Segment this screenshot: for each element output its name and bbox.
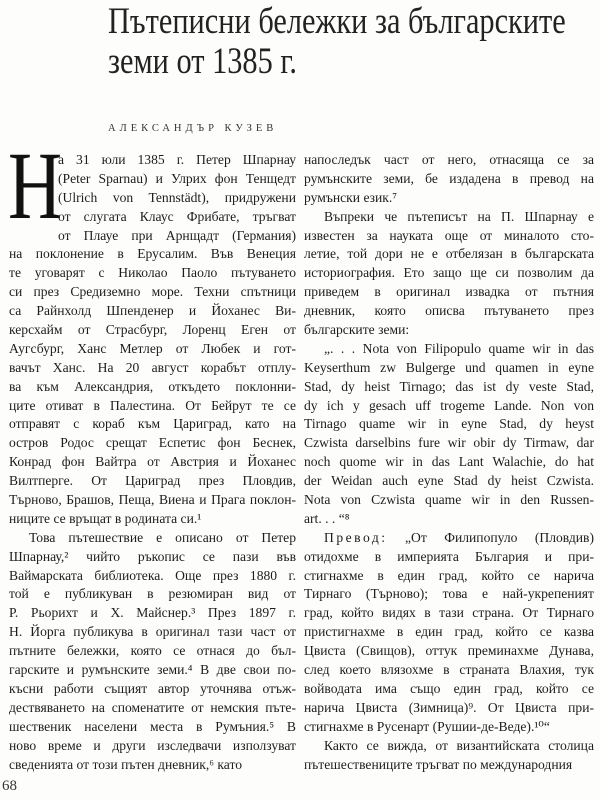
text-line: дествяването на споменатите от немския пъте- <box>9 699 296 715</box>
text-line: noch quome wir in das Lant Walachie, do hat <box>304 454 594 470</box>
text-line: град, който видях в тази страна. От Тирнаго <box>304 605 594 621</box>
text-line: дневник, която описва пътуването през <box>304 303 594 319</box>
text-line: Аугсбург, Ханс Метлер от Любек и гот- <box>9 340 296 356</box>
text-line: ците отиват в Палестина. От Бейрут те се <box>9 397 296 413</box>
text-line: Keyserthum zw Bulgerge und quamen in eyne <box>304 359 594 375</box>
text-line: Н. Йорга публикува в оригинал тази част от <box>9 624 296 640</box>
text-line: са Райнхолд Шпенденер и Йоханес Ви- <box>9 303 296 319</box>
text-line: Това пътешествие е описано от Петер <box>29 529 296 545</box>
title-line: земи от 1385 г. <box>108 41 297 82</box>
text-line: шественик населени места в Румъния.⁵ В <box>9 718 296 734</box>
text-line: на поклонение в Ерусалим. Във Венеция <box>9 246 296 262</box>
text-line: летие, той дори не е отбелязан в българската <box>304 246 594 262</box>
paragraph <box>9 529 296 775</box>
text-line: Тирнаго (Търново); това е най-укрепеният <box>304 586 594 602</box>
text-line: Въпреки че пътеписът на П. Шпарнау е <box>324 208 594 224</box>
text-line: приведем в оригинал извадка от пътния <box>304 284 594 300</box>
text-line: след което влязохме в страната Влахия, тук <box>304 662 594 678</box>
text-line: (Peter Sparnau) и Улрих фон Тенщедт <box>58 170 296 186</box>
text-line: стигнахме в един град, който се нарича <box>304 567 594 583</box>
text-line: гарските и румънските земи.⁴ В две свои по- <box>9 662 296 678</box>
text-line: румънските земи, бе издадена в превод на <box>304 170 594 186</box>
text-line: Превод: „От Филипопуло (Пловдив) <box>324 529 594 545</box>
text-line: стигнахме в Русенарт (Рушии-де-Веде).¹⁰“ <box>304 718 550 734</box>
text-line: Конрад фон Вайтра от Австрия и Йоханес <box>9 454 296 470</box>
text-line: керсхайм от Страсбург, Лоренц Еген от <box>9 322 296 338</box>
text-line: те уговарят с Николао Паоло пътуването <box>9 265 296 281</box>
text-line: (Ulrich von Tennstädt), придружени <box>58 189 296 205</box>
article-title <box>108 2 566 82</box>
text-line: войводата има също един град, който се <box>304 680 594 696</box>
text-line: пристигнахме в един град, който се казва <box>304 624 594 640</box>
text-line: сведенията от този пътен дневник,⁶ като <box>9 756 242 772</box>
text-line: историография. Ето защо ще си позволим да <box>304 265 594 281</box>
text-line: ниците се връщат в родината си.¹ <box>9 510 202 526</box>
right-column <box>304 151 594 774</box>
author-name: АЛЕКСАНДЪР КУЗЕВ <box>108 123 278 134</box>
text-line: напоследък част от него, отнасяща се за <box>304 152 594 167</box>
text-line: вачът Ханс. На 20 август корабът отплу- <box>9 359 296 375</box>
text-line: късни работи същият автор уточнява отъж- <box>9 680 296 696</box>
paragraph <box>304 340 594 529</box>
text-line: Търново, Брашов, Пеща, Виена и Прага поклон- <box>9 492 296 508</box>
text-line: румънски език.⁷ <box>304 189 398 205</box>
text-line: Както се вижда, от византийската столица <box>324 737 594 753</box>
text-line: Шпарнау,² чийто ръкопис се пази във <box>9 548 296 564</box>
text-line: art. . . “⁸ <box>304 510 350 526</box>
text-line: той е публикуван в резюмиран вид от <box>9 586 296 602</box>
text-line: Nota von Czwista quame wir in den Russen- <box>304 492 594 508</box>
text-line: Tirnago quame wir in eyne Stad, dy heyst <box>304 416 594 432</box>
text-line: dy ich y gesach uff trogeme Lande. Non von <box>304 397 594 413</box>
text-line: der Weidan auch eyne Stad dy heist Czwista. <box>304 473 594 489</box>
text-line: пътешествениците тръгват по международния <box>304 756 573 772</box>
text-line: ново време и други изследвачи използуват <box>9 737 296 753</box>
text-line: отправят с кораб към Цариград, като на <box>9 416 296 432</box>
paragraph <box>9 151 296 529</box>
text-line: а 31 юли 1385 г. Петер Шпарнау <box>58 152 296 167</box>
text-line: Цвиста (Свищов), оттук преминахме Дунава, <box>304 643 594 659</box>
paragraph <box>304 529 594 737</box>
text-line: отидохме в империята България и при- <box>304 548 594 564</box>
drop-cap: Н <box>8 132 63 239</box>
text-line: Czwista darselbins fure wir obir dy Tirmaw, dar <box>304 435 594 451</box>
text-line: от слугата Клаус Фрибате, тръгват <box>58 208 296 224</box>
text-line: Р. Рьорихт и Х. Майснер.³ През 1897 г. <box>9 605 296 621</box>
text-line: известен за науката още от миналото сто- <box>304 227 594 243</box>
paragraph <box>304 151 594 208</box>
paragraph <box>304 208 594 340</box>
text-line: българските земи: <box>304 322 410 338</box>
text-line: от Плауе при Арнщадт (Германия) <box>58 227 296 243</box>
translation-label: Превод: <box>324 529 388 545</box>
left-column <box>9 151 296 774</box>
title-line: Пътеписни бележки за българските <box>108 1 566 42</box>
text-line: ва към Александрия, откъдето поклонни- <box>9 378 296 394</box>
text-line: пътните бележки, която се отнася до бъл- <box>9 643 296 659</box>
text-line: Stad, dy heist Tirnago; das ist dy veste Stad, <box>304 378 594 394</box>
text-line: си през Средиземно море. Техни спътници <box>9 284 296 300</box>
text-line: остров Родос срещат Еспетис фон Беснек, <box>9 435 296 451</box>
text-line: нарича Цвиста (Зимница)⁹. От Цвиста при- <box>304 699 594 715</box>
text-line: „. . . Nota von Filipopulo quame wir in das <box>324 340 594 356</box>
page-number: 68 <box>2 778 17 794</box>
text-line: Вилтперге. От Цариград през Пловдив, <box>9 473 296 489</box>
text-line: Ваймарската библиотека. Още през 1880 г. <box>9 567 296 583</box>
paragraph <box>304 737 594 775</box>
